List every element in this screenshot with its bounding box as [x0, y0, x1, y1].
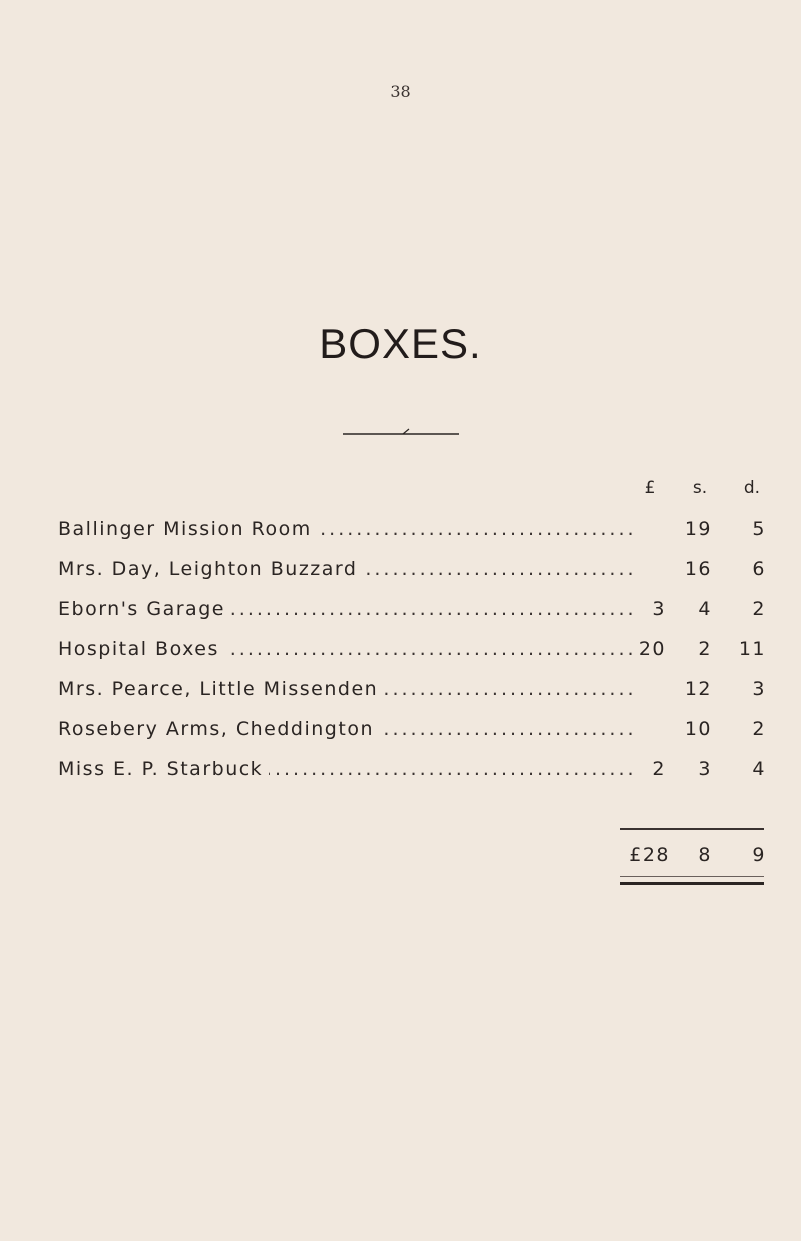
column-header-pence: d.: [743, 478, 761, 498]
list-item: [58, 598, 768, 626]
entry-shillings: 3: [698, 758, 712, 780]
entry-pence: 11: [738, 638, 766, 660]
page-title: BOXES.: [319, 320, 482, 367]
page-number: 38: [390, 82, 411, 101]
list-item: [58, 518, 768, 546]
entry-name: Mrs. Pearce, Little Missenden: [58, 678, 384, 700]
entry-pence: 2: [752, 718, 766, 740]
list-item: [58, 718, 768, 746]
entry-pence: 3: [752, 678, 766, 700]
entry-pounds: 20: [638, 638, 666, 660]
entry-pence: 2: [752, 598, 766, 620]
entry-shillings: 2: [698, 638, 712, 660]
total-row: [58, 844, 768, 872]
entry-pence: 6: [752, 558, 766, 580]
entry-name: Hospital Boxes: [58, 638, 225, 660]
total-pence: 9: [752, 844, 766, 866]
entry-name: Eborn's Garage: [58, 598, 231, 620]
column-header-pounds: £: [644, 478, 656, 498]
column-header-shillings: s.: [692, 478, 708, 498]
entry-name: Miss E. P. Starbuck: [58, 758, 269, 780]
list-item: [58, 758, 768, 786]
entry-pence: 5: [752, 518, 766, 540]
entry-shillings: 19: [684, 518, 712, 540]
divider-ornament: [343, 427, 459, 437]
list-item: [58, 678, 768, 706]
total-rule-top: [620, 828, 764, 830]
total-rule-bottom: [620, 882, 764, 885]
entry-name: Ballinger Mission Room: [58, 518, 318, 540]
entry-pounds: 2: [652, 758, 666, 780]
entry-pounds: 3: [652, 598, 666, 620]
total-shillings: 8: [698, 844, 712, 866]
entry-pence: 4: [752, 758, 766, 780]
total-rule-thin: [620, 876, 764, 877]
list-item: [58, 638, 768, 666]
list-item: [58, 558, 768, 586]
entry-name: Mrs. Day, Leighton Buzzard: [58, 558, 363, 580]
entry-shillings: 16: [684, 558, 712, 580]
entry-name: Rosebery Arms, Cheddington: [58, 718, 380, 740]
entry-shillings: 4: [698, 598, 712, 620]
total-pounds: £28: [629, 844, 670, 866]
entry-shillings: 12: [684, 678, 712, 700]
entry-shillings: 10: [684, 718, 712, 740]
